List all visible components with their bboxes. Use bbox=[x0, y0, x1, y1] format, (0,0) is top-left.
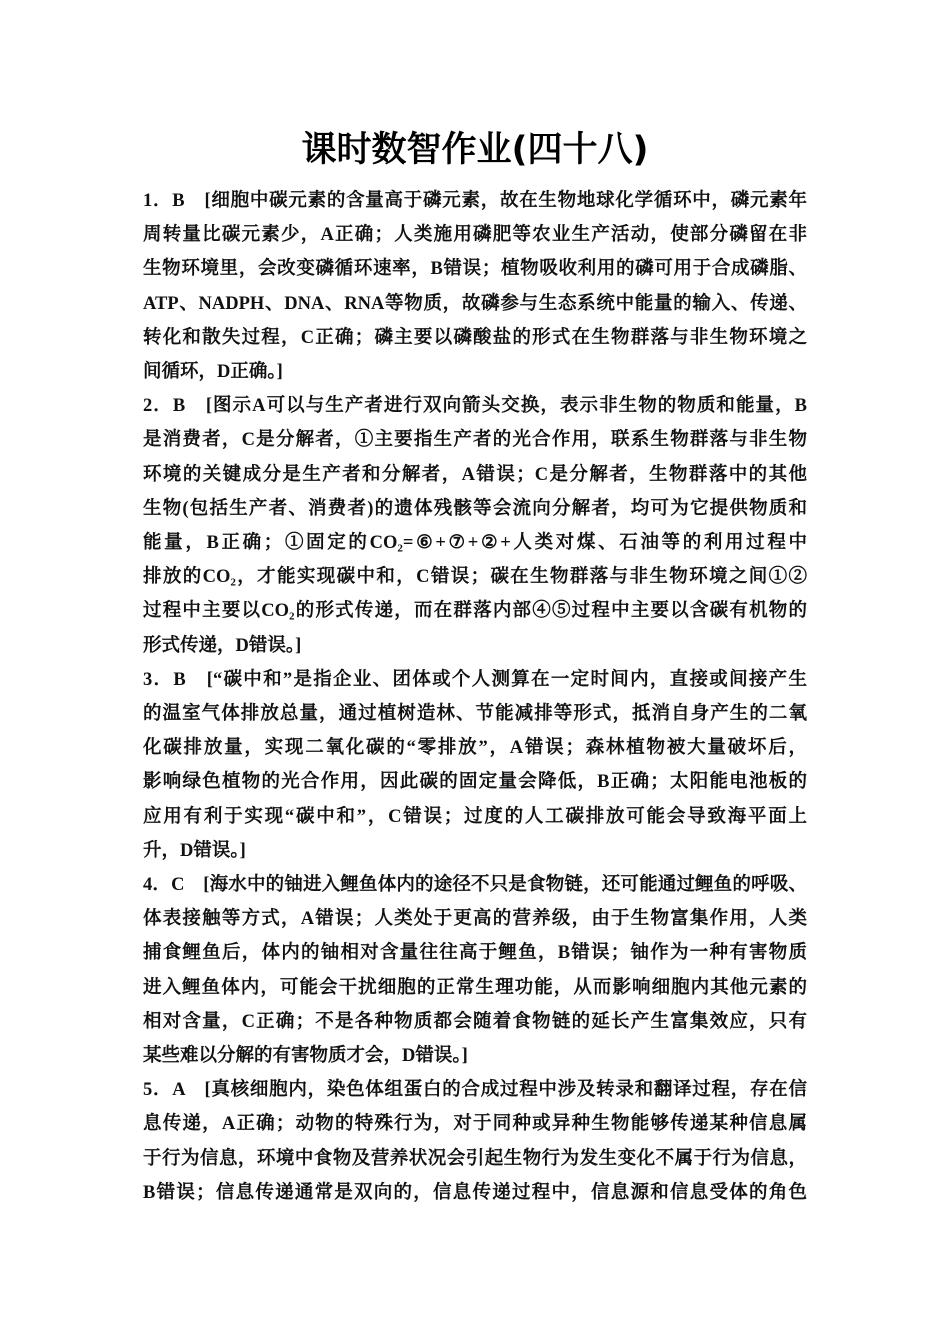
text-line: 化碳排放量，实现二氧化碳的“零排放”，A错误；森林植物被大量破坏后， bbox=[143, 738, 807, 759]
text-line: 应用有利于实现“碳中和”，C错误；过度的人工碳排放可能会导致海平面上 bbox=[143, 806, 807, 827]
text-line: 捕食鲤鱼后，体内的铀相对含量往往高于鲤鱼，B错误；铀作为一种有害物质 bbox=[143, 943, 807, 964]
text-line: 生物(包括生产者、消费者)的遗体残骸等会流向分解者，均可为它提供物质和 bbox=[143, 498, 807, 519]
text-line: 5．A [真核细胞内，染色体组蛋白的合成过程中涉及转录和翻译过程，存在信 bbox=[143, 1080, 807, 1101]
text-line: 间循环，D正确。] bbox=[143, 362, 283, 382]
text-line: 体表接触等方式，A错误；人类处于更高的营养级，由于生物富集作用，人类 bbox=[143, 909, 807, 930]
page-title: 课时数智作业(四十八) bbox=[301, 130, 649, 170]
text-line: 周转量比碳元素少，A正确；人类施用磷肥等农业生产活动，使部分磷留在非 bbox=[143, 225, 807, 246]
text-line: 转化和散失过程，C正确；磷主要以磷酸盐的形式在生物群落与非生物环境之 bbox=[143, 327, 807, 348]
text-line: 影响绿色植物的光合作用，因此碳的固定量会降低，B正确；太阳能电池板的 bbox=[143, 772, 807, 793]
text-line: B错误；信息传递通常是双向的，信息传递过程中，信息源和信息受体的角色 bbox=[143, 1182, 807, 1203]
text-line: 息传递，A正确；动物的特殊行为，对于同种或异种生物能够传递某种信息属 bbox=[143, 1114, 807, 1135]
text-line: 某些难以分解的有害物质才会，D错误。] bbox=[143, 1046, 468, 1066]
text-line: 排放的CO₂，才能实现碳中和，C错误；碳在生物群落与非生物环境之间①② bbox=[143, 567, 807, 588]
text-line: 于行为信息，环境中食物及营养状况会引起生物行为发生变化不属于行为信息， bbox=[143, 1148, 807, 1169]
text-line: 形式传递，D错误。] bbox=[143, 635, 302, 656]
text-line: 1．B [细胞中碳元素的含量高于磷元素，故在生物地球化学循环中，磷元素年 bbox=[143, 191, 807, 211]
text-line: 是消费者，C是分解者，①主要指生产者的光合作用，联系生物群落与非生物 bbox=[143, 430, 807, 451]
text-line: 进入鲤鱼体内，可能会干扰细胞的正常生理功能，从而影响细胞内其他元素的 bbox=[143, 977, 807, 998]
text-line: 的温室气体排放总量，通过植树造林、节能减排等形式，抵消自身产生的二氧 bbox=[143, 704, 807, 724]
text-line: 升，D错误。] bbox=[143, 840, 246, 861]
text-line: 能量，B正确；①固定的CO₂=⑥+⑦+②+人类对煤、石油等的利用过程中 bbox=[143, 533, 807, 553]
text-line: 3．B [“碳中和”是指企业、团体或个人测算在一定时间内，直接或间接产生 bbox=[143, 669, 807, 690]
text-line: 环境的关键成分是生产者和分解者，A错误；C是分解者，生物群落中的其他 bbox=[143, 464, 807, 485]
text-line: ATP、NADPH、DNA、RNA等物质，故磷参与生态系统中能量的输入、传递、 bbox=[143, 293, 807, 314]
text-line: 相对含量，C正确；不是各种物质都会随着食物链的延长产生富集效应，只有 bbox=[143, 1011, 807, 1032]
text-line: 2．B [图示A可以与生产者进行双向箭头交换，表示非生物的物质和能量，B bbox=[143, 396, 807, 417]
text-line: 过程中主要以CO₂的形式传递，而在群落内部④⑤过程中主要以含碳有机物的 bbox=[143, 601, 807, 622]
text-line: 生物环境里，会改变磷循环速率，B错误；植物吸收利用的磷可用于合成磷脂、 bbox=[143, 259, 807, 280]
text-line: 4．C [海水中的铀进入鲤鱼体内的途径不只是食物链，还可能通过鲤鱼的呼吸、 bbox=[143, 875, 807, 895]
